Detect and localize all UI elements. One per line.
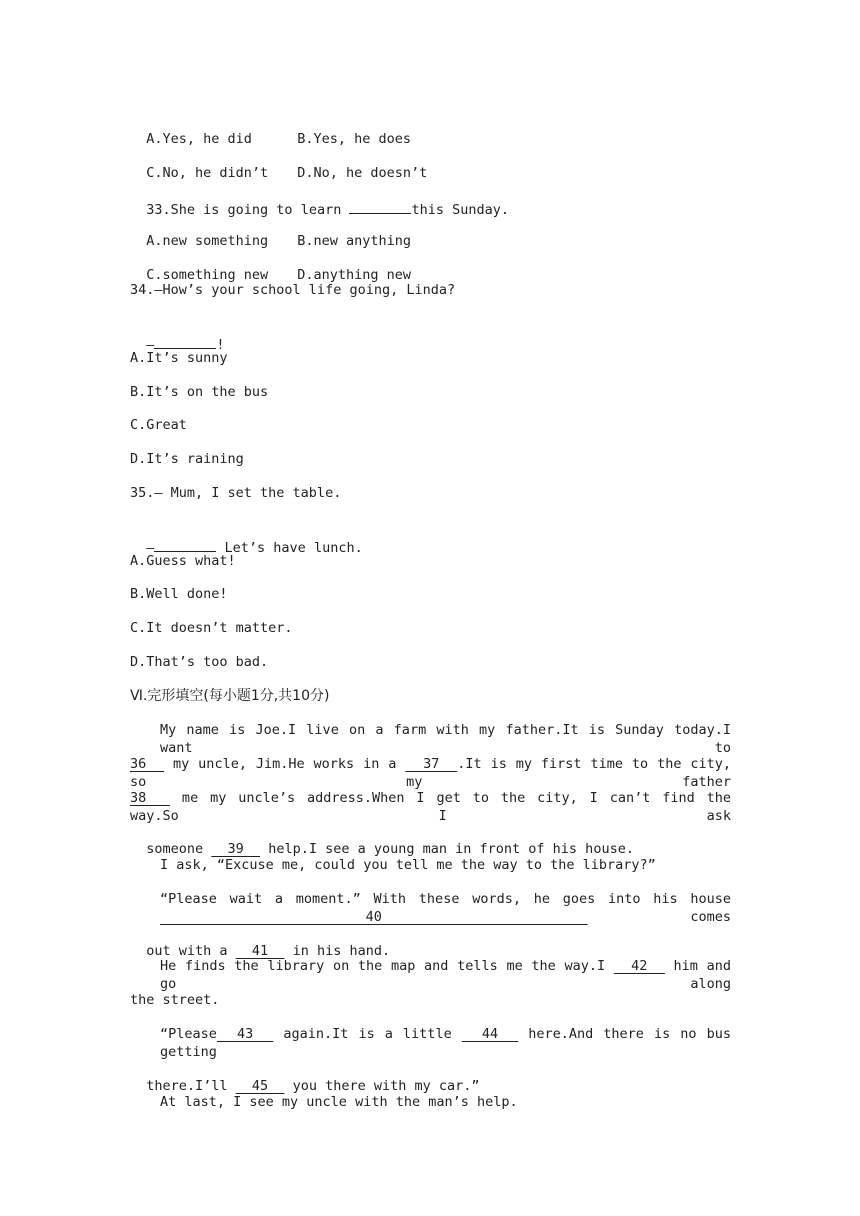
q35-stem: 35.— Mum, I set the table. (130, 485, 342, 501)
passage-text: help.I see a young man in front of his house. (260, 841, 634, 857)
blank-45: 45 (235, 1078, 285, 1094)
q35-reply-suffix: Let’s have lunch. (216, 540, 363, 556)
q33-option-d: D.anything new (297, 267, 412, 283)
blank-41: 41 (235, 943, 285, 959)
passage-text: you there with my car.” (284, 1078, 480, 1094)
passage-line-2 (130, 755, 731, 791)
passage-line-4 (130, 822, 634, 858)
passage-text: comes (587, 909, 731, 925)
passage-line-12: At last, I see my uncle with the man’s help. (160, 1094, 518, 1110)
passage-line-1: My name is Joe.I live on a farm with my father.It is Sunday today.I want to (160, 722, 731, 756)
passage-line-9: the street. (130, 992, 220, 1008)
passage-line-5: I ask, “Excuse me, could you tell me the way to the library?” (160, 857, 656, 873)
blank-36: 36 (130, 756, 165, 772)
q32-option-d: D.No, he doesn’t (297, 165, 428, 181)
q33-stem-after: this Sunday. (411, 202, 510, 218)
passage-line-8 (160, 957, 731, 993)
q33-stem-before: 33.She is going to learn (146, 202, 350, 218)
q33-option-a: A.new something (146, 233, 269, 249)
blank-38: 38 (130, 790, 171, 806)
passage-text: .It is my first time to the city, so my father (130, 756, 732, 790)
q35-option-d: D.That’s too bad. (130, 654, 269, 670)
passage-text: He finds the library on the map and tells me the way.I (160, 958, 614, 974)
q32-option-b: B.Yes, he does (297, 131, 412, 147)
section-title: Ⅵ.完形填空(每小题1分,共10分) (130, 688, 330, 704)
q33-option-b: B.new anything (297, 233, 412, 249)
passage-text: him and go along (160, 958, 731, 992)
q34-stem: 34.—How’s your school life going, Linda? (130, 282, 456, 298)
q32-options-row2 (130, 146, 427, 182)
blank-40: 40 (160, 909, 588, 925)
passage-text: “Please wait a moment.” With these words, he goes into his house (160, 891, 731, 907)
passage-text: my uncle, Jim.He works in a (164, 756, 406, 772)
passage-line-10 (160, 1025, 731, 1061)
q34-answer-blank (154, 333, 216, 349)
blank-44: 44 (461, 1026, 519, 1042)
passage-text: there.I’ll (146, 1078, 236, 1094)
blank-37: 37 (405, 756, 458, 772)
passage-line-7 (130, 924, 390, 960)
q33-options-row2 (130, 248, 411, 284)
q35-option-a: A.Guess what! (130, 553, 236, 569)
q34-option-c: C.Great (130, 417, 187, 433)
blank-39: 39 (211, 841, 261, 857)
q34-reply-prefix: — (146, 337, 155, 353)
q34-option-a: A.It’s sunny (130, 350, 228, 366)
q33-options-row1 (130, 214, 411, 250)
q33-answer-blank (349, 198, 411, 214)
q33-option-c: C.something new (146, 267, 269, 283)
q32-option-c: C.No, he didn’t (146, 165, 269, 181)
passage-text: out with a (146, 943, 236, 959)
passage-line-11 (130, 1059, 480, 1095)
q35-reply-prefix: — (146, 540, 155, 556)
blank-42: 42 (613, 958, 665, 974)
q35-option-b: B.Well done! (130, 586, 228, 602)
passage-text: here.And there is no bus getting (160, 1026, 731, 1060)
q35-answer-blank (154, 536, 216, 552)
passage-text: again.It is a little (273, 1026, 462, 1042)
q34-option-b: B.It’s on the bus (130, 384, 269, 400)
blank-43: 43 (216, 1026, 274, 1042)
passage-text: me my uncle’s address.When I get to the city, I can’t find the way.So I ask (130, 790, 732, 824)
q32-option-a: A.Yes, he did (146, 131, 252, 147)
passage-text: in his hand. (284, 943, 391, 959)
q32-options-row1 (130, 112, 411, 148)
passage-text: “Please (160, 1026, 217, 1042)
passage-line-6 (160, 890, 731, 926)
q35-option-c: C.It doesn’t matter. (130, 620, 293, 636)
q34-reply-suffix: ! (216, 337, 225, 353)
passage-text: someone (146, 841, 212, 857)
q34-option-d: D.It’s raining (130, 451, 244, 467)
passage-line-3 (130, 789, 731, 825)
